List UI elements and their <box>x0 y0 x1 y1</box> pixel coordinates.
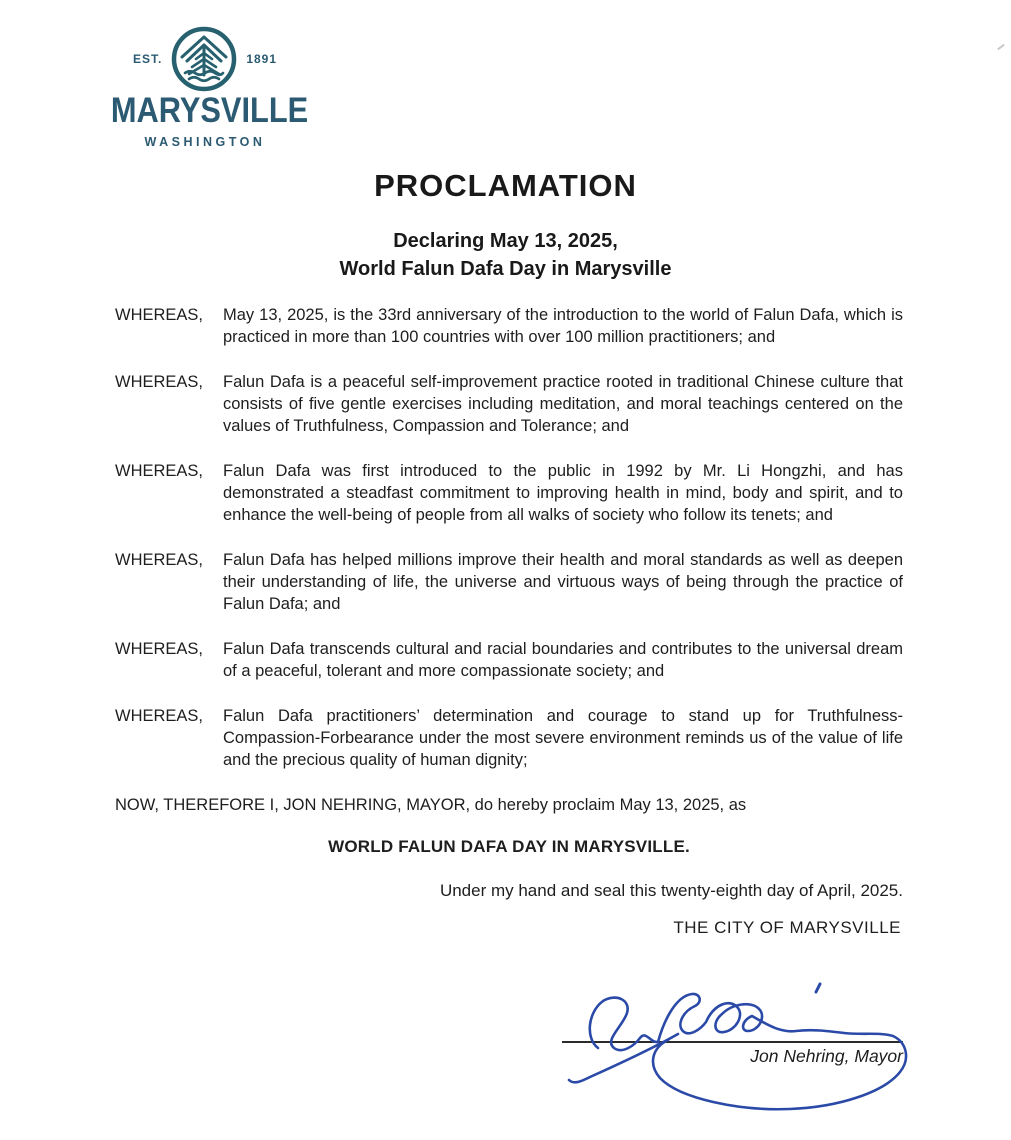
whereas-label: WHEREAS, <box>115 373 204 391</box>
logo-state-name: WASHINGTON <box>144 135 266 149</box>
clause-text: Falun Dafa has helped millions improve their health and moral standards as well as deepen their understanding of life, the universe and virtuous ways of being through the practice of Falun Dafa; and <box>223 551 903 613</box>
logo-city-name: MARYSVILLE <box>110 91 309 130</box>
whereas-label: WHEREAS, <box>115 707 204 725</box>
whereas-clause-1 <box>115 304 903 348</box>
whereas-clause-6 <box>115 705 903 771</box>
whereas-clause-3 <box>115 460 903 526</box>
scan-artifact-mark <box>997 44 1005 51</box>
tree-water-emblem-icon <box>171 26 237 92</box>
logo-year-label: 1891 <box>246 52 278 66</box>
logo-emblem-row <box>98 26 312 92</box>
whereas-label: WHEREAS, <box>115 551 204 569</box>
signature-line <box>562 1041 903 1043</box>
proclamation-body <box>115 304 903 939</box>
clause-text: Falun Dafa was first introduced to the public in 1992 by Mr. Li Hongzhi, and has demonstrated a steadfast commitment to improving health in mind, body and spirit, and to enhance the well-being of people from all walks of society who follow its tenets; and <box>223 462 903 524</box>
whereas-label: WHEREAS, <box>115 462 204 480</box>
subtitle-line-1: Declaring May 13, 2025, <box>393 230 618 252</box>
subtitle-line-2: World Falun Dafa Day in Marysville <box>339 258 672 280</box>
hand-and-seal-line: Under my hand and seal this twenty-eighth day of April, 2025. <box>439 881 903 900</box>
page-title: PROCLAMATION <box>374 168 637 203</box>
clause-text: Falun Dafa is a peaceful self-improvement practice rooted in traditional Chinese culture that consists of five gentle exercises including meditation, and moral teachings centered on the values of Truthfulness, Compassion and Tolerance; and <box>223 373 903 435</box>
logo-est-label: EST. <box>132 52 163 66</box>
marysville-logo <box>98 26 312 149</box>
signatory-name: Jon Nehring, Mayor <box>750 1046 903 1066</box>
clause-text: Falun Dafa transcends cultural and racial boundaries and contributes to the universal dream of a peaceful, tolerant and more compassionate society; and <box>223 640 903 680</box>
clause-text: Falun Dafa practitioners’ determination and courage to stand up for Truthfulness-Compassion-Forbearance under the most severe environment reminds us of the value of life and the precious quality of human dignity; <box>223 707 903 769</box>
subtitle <box>0 227 1011 283</box>
whereas-clause-5 <box>115 638 903 682</box>
proclaimed-day-title: WORLD FALUN DAFA DAY IN MARYSVILLE. <box>328 837 690 856</box>
therefore-clause: NOW, THEREFORE I, JON NEHRING, MAYOR, do hereby proclaim May 13, 2025, as <box>115 796 747 814</box>
clause-text: May 13, 2025, is the 33rd anniversary of the introduction to the world of Falun Dafa, which is practiced in more than 100 countries with over 100 million practitioners; and <box>223 306 903 346</box>
city-of-marysville-line: THE CITY OF MARYSVILLE <box>673 918 901 937</box>
whereas-label: WHEREAS, <box>115 306 204 324</box>
whereas-label: WHEREAS, <box>115 640 204 658</box>
title-block <box>0 168 1011 283</box>
whereas-clause-4 <box>115 549 903 615</box>
whereas-clause-2 <box>115 371 903 437</box>
